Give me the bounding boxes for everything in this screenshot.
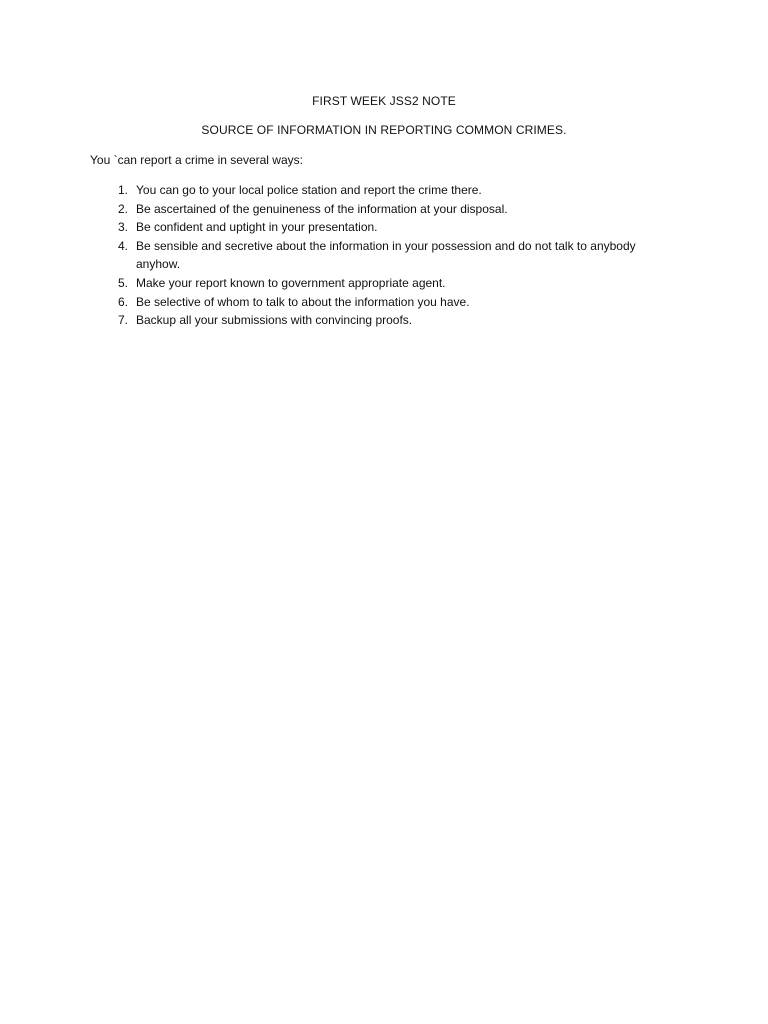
list-item (0, 200, 768, 219)
list-number: 6. (117, 294, 128, 309)
document-subtitle: SOURCE OF INFORMATION IN REPORTING COMMON CRIMES. (201, 123, 567, 137)
list-item (0, 181, 768, 200)
list-number: 1. (117, 183, 128, 197)
list-item (0, 311, 768, 330)
list-number: 2. (117, 201, 128, 216)
list-item (0, 237, 768, 274)
list-text: Backup all your submissions with convincing proofs. (136, 313, 413, 328)
list-text: Be ascertained of the genuineness of the information at your disposal. (136, 201, 508, 216)
list-text: Make your report known to government appropriate agent. (136, 275, 446, 290)
list-text: Be selective of whom to talk to about the information you have. (136, 294, 470, 309)
numbered-list (0, 181, 768, 330)
list-number: 4. (117, 238, 128, 253)
list-number: 5. (117, 275, 128, 290)
list-text: Be confident and uptight in your presentation. (136, 220, 378, 235)
list-number: 3. (117, 220, 128, 235)
list-text: You can go to your local police station and report the crime there. (136, 183, 482, 197)
list-item (0, 293, 768, 312)
list-number: 7. (117, 313, 128, 328)
intro-paragraph: You `can report a crime in several ways: (90, 153, 303, 167)
list-item (0, 274, 768, 293)
document-title: FIRST WEEK JSS2 NOTE (312, 94, 456, 108)
list-text: Be sensible and secretive about the information in your possession and do not talk to anybody anyhow. (136, 238, 636, 272)
list-item (0, 218, 768, 237)
